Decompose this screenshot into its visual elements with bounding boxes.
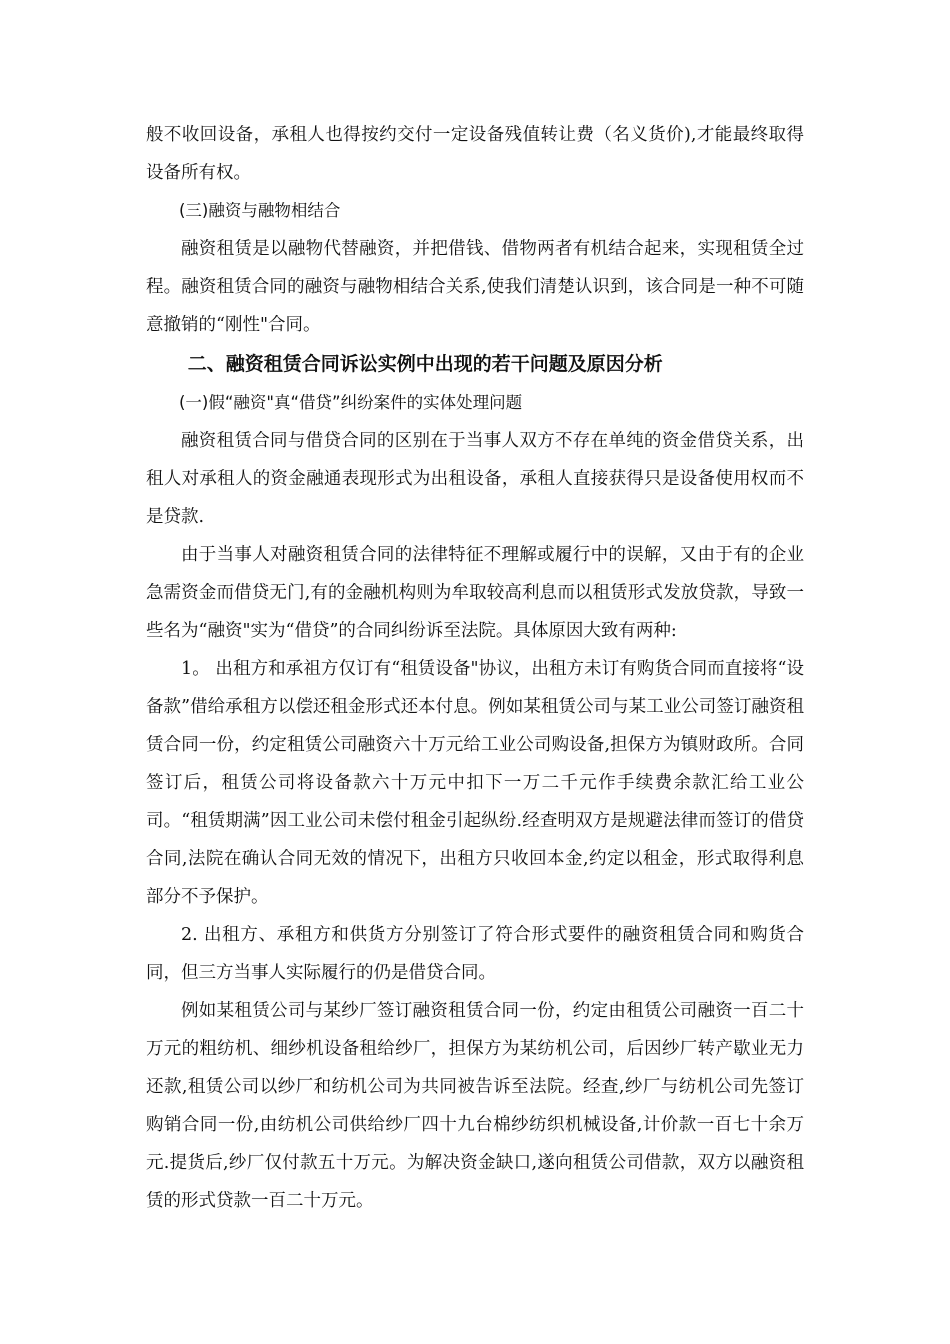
subheading-fake-financing: (一)假“融资"真“借贷”纠纷案件的实体处理问题: [179, 393, 523, 412]
paragraph-ownership: 般不收回设备，承租人也得按约交付一定设备残值转让费（名义货价),才能最终取得设备所有权。: [146, 125, 804, 183]
paragraph-rigid-contract: 融资租赁是以融物代替融资，并把借钱、借物两者有机结合起来，实现租赁全过程。融资租赁合同的融资与融物相结合关系,使我们清楚认识到，该合同是一种不可随意撤销的“刚性"合同。: [146, 239, 804, 335]
paragraph-distinction: 融资租赁合同与借贷合同的区别在于当事人双方不存在单纯的资金借贷关系，出租人对承租人的资金融通表现形式为出租设备，承租人直接获得只是设备使用权而不是贷款.: [146, 431, 804, 527]
paragraph-case-2: 2. 出租方、承租方和供货方分别签订了符合形式要件的融资租赁合同和购货合同，但三方当事人实际履行的仍是借贷合同。: [146, 925, 804, 983]
section-heading-2: 二、融资租赁合同诉讼实例中出现的若干问题及原因分析: [187, 353, 663, 375]
subheading-financing-and-goods: (三)融资与融物相结合: [179, 201, 341, 220]
paragraph-causes: 由于当事人对融资租赁合同的法律特征不理解或履行中的误解，又由于有的企业急需资金而借贷无门,有的金融机构则为牟取较高利息而以租赁形式发放贷款，导致一些名为“融资"实为“借贷”的合同纠纷诉至法院。具体原因大致有两种:: [146, 545, 804, 641]
paragraph-example: 例如某租赁公司与某纱厂签订融资租赁合同一份，约定由租赁公司融资一百二十万元的粗纺机、细纱机设备租给纱厂，担保方为某纺机公司，后因纱厂转产歇业无力还款,租赁公司以纱厂和纺机公司为共同被告诉至法院。经查,纱厂与纺机公司先签订购销合同一份,由纺机公司供给纱厂四十九台棉纱纺织机械设备,计价款一百七十余万元.提货后,纱厂仅付款五十万元。为解决资金缺口,遂向租赁公司借款，双方以融资租赁的形式贷款一百二十万元。: [146, 1001, 804, 1211]
paragraph-case-1: 1。 出租方和承祖方仅订有“租赁设备"协议，出租方未订有购货合同而直接将“设备款”借给承租方以偿还租金形式还本付息。例如某租赁公司与某工业公司签订融资租赁合同一份，约定租赁公司融资六十万元给工业公司购设备,担保方为镇财政所。合同签订后，租赁公司将设备款六十万元中扣下一万二千元作手续费余款汇给工业公司。“租赁期满”因工业公司未偿付租金引起纵纷.经查明双方是规避法律而签订的借贷合同,法院在确认合同无效的情况下，出租方只收回本金,约定以租金，形式取得利息部分不予保护。: [146, 659, 804, 907]
